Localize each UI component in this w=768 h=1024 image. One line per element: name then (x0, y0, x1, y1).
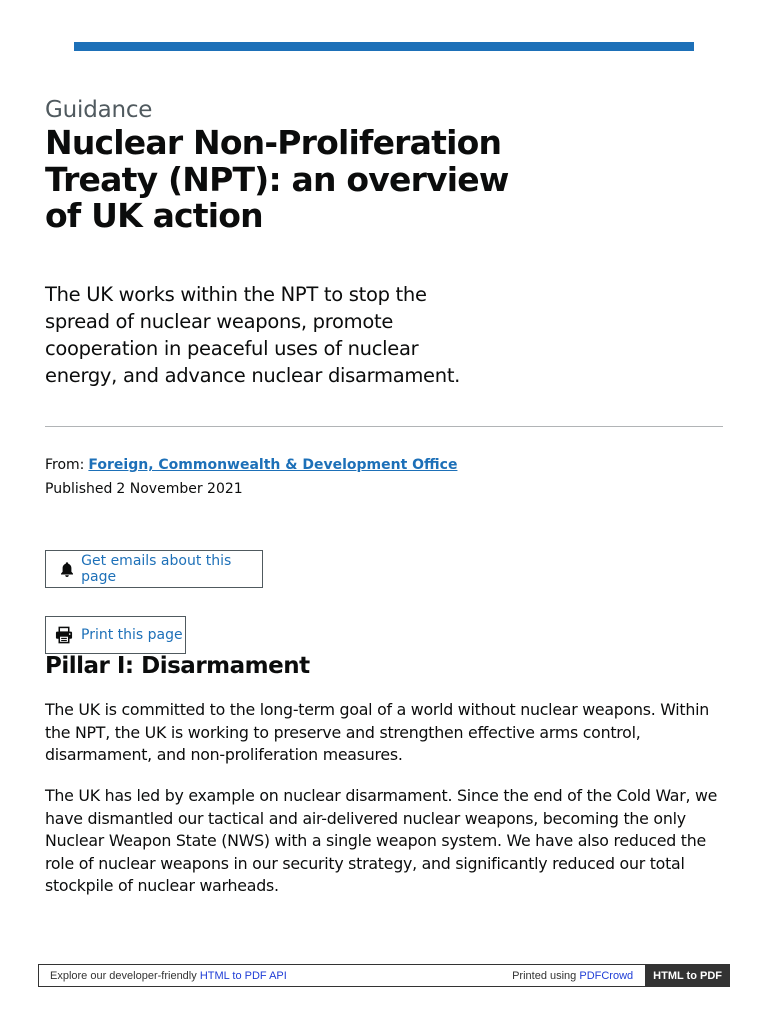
get-emails-button[interactable] (45, 550, 263, 588)
bell-icon (58, 560, 75, 578)
published-date: 2 November 2021 (116, 481, 243, 497)
footer-explore (39, 970, 512, 982)
metadata-from (45, 455, 457, 475)
html-to-pdf-api-link[interactable]: HTML to PDF API (199, 969, 287, 982)
footer-printed-text: Printed using (512, 969, 577, 982)
divider (45, 426, 723, 427)
html-to-pdf-badge[interactable]: HTML to PDF (645, 964, 730, 987)
page-caption: Guidance (45, 97, 153, 123)
organisation-link[interactable]: Foreign, Commonwealth & Development Office (88, 457, 458, 473)
metadata-published (45, 479, 243, 499)
print-page-button[interactable] (45, 616, 186, 654)
paragraph-2: The UK has led by example on nuclear disarmament. Since the end of the Cold War, we have dismantled our tactical and air-delivered nuclear weapons, becoming the only Nuclear Weapon State (NWS) with a single weapon system. We have also reduced the role of nuclear weapons in our security strategy, and significantly reduced our total stockpile of nuclear warheads. (45, 786, 718, 895)
printer-icon (55, 626, 73, 644)
get-emails-label: Get emails about this page (81, 553, 232, 585)
print-page-label: Print this page (81, 627, 183, 643)
top-accent-bar (74, 42, 694, 51)
footer-explore-text: Explore our developer-friendly (50, 969, 197, 982)
pdf-footer-bar (38, 964, 730, 987)
published-label: Published (45, 481, 113, 497)
paragraph-1: The UK is committed to the long-term goal of a world without nuclear weapons. Within the NPT, the UK is working to preserve and strengthen effective arms control, disarmament, and non-proliferation measures. (45, 700, 710, 764)
page-title: Nuclear Non-Proliferation Treaty (NPT): an overview of UK action (45, 123, 509, 235)
pdfcrowd-link[interactable]: PDFCrowd (579, 969, 634, 982)
footer-printed (512, 970, 633, 982)
from-label: From: (45, 457, 85, 473)
page-summary: The UK works within the NPT to stop the spread of nuclear weapons, promote cooperation in peaceful uses of nuclear energy, and advance nuclear disarmament. (45, 283, 461, 387)
section-heading: Pillar I: Disarmament (45, 653, 310, 679)
